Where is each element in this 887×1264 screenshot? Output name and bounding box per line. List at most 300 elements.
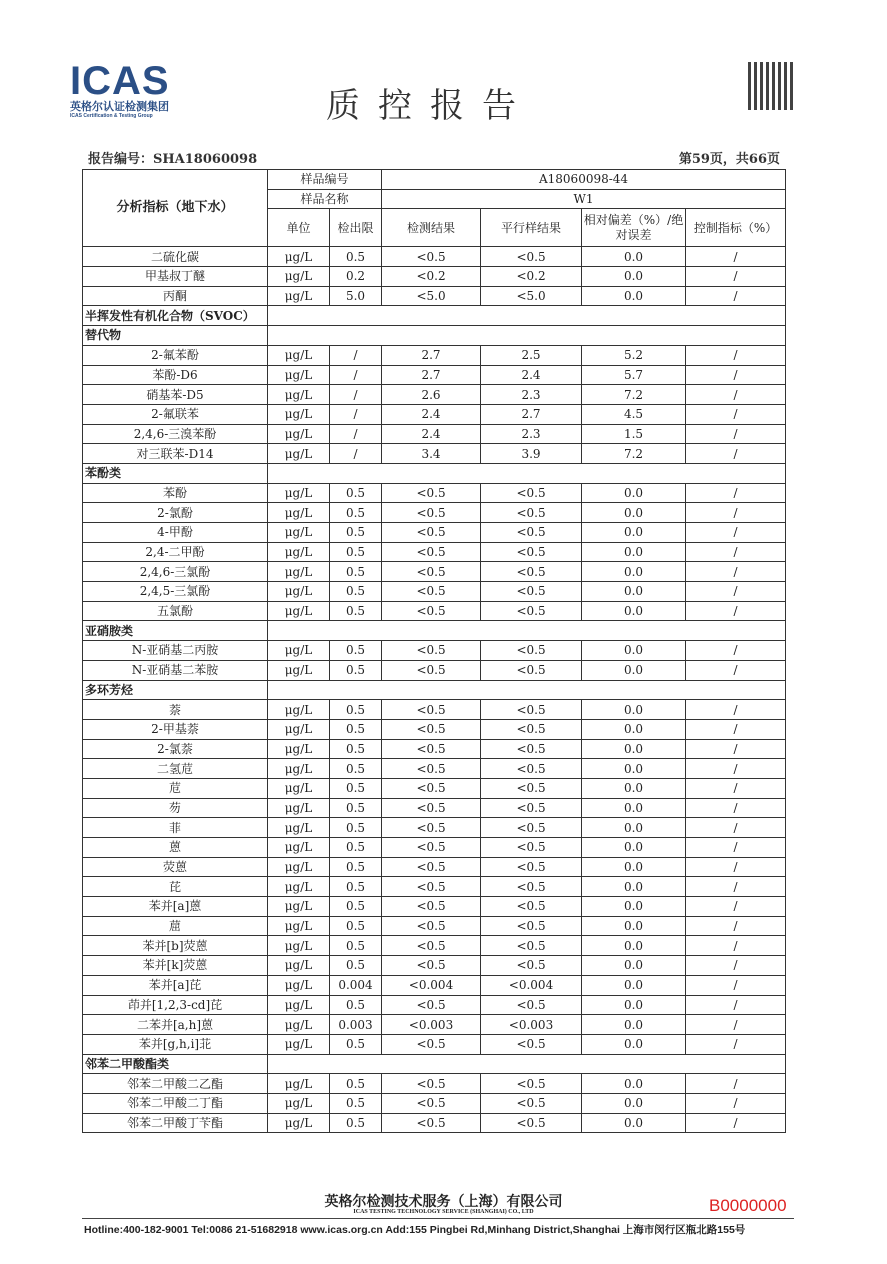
table-row (83, 798, 786, 818)
table-row (83, 542, 786, 562)
unit-cell: μg/L (268, 916, 330, 936)
result-cell: <0.5 (382, 483, 481, 503)
parallel-cell: <0.2 (481, 267, 582, 287)
control-cell: / (686, 1093, 786, 1113)
table-row (83, 857, 786, 877)
limit-cell: 0.5 (330, 739, 382, 759)
unit-cell: μg/L (268, 247, 330, 267)
parallel-cell: <0.5 (481, 838, 582, 858)
deviation-cell: 1.5 (582, 424, 686, 444)
parallel-cell: <0.5 (481, 877, 582, 897)
limit-cell: 0.5 (330, 956, 382, 976)
unit-cell: μg/L (268, 404, 330, 424)
category-label: 苯酚类 (83, 463, 268, 483)
analyte-name: 2,4,6-三溴苯酚 (83, 424, 268, 444)
unit-cell: μg/L (268, 838, 330, 858)
control-cell: / (686, 897, 786, 917)
analyte-name: 五氯酚 (83, 601, 268, 621)
control-cell: / (686, 995, 786, 1015)
parallel-cell: <0.5 (481, 641, 582, 661)
table-row (83, 818, 786, 838)
parallel-cell: 2.4 (481, 365, 582, 385)
logo-text: ICAS (70, 59, 170, 103)
unit-cell: μg/L (268, 818, 330, 838)
table-row (83, 641, 786, 661)
category-row (83, 1054, 786, 1074)
deviation-cell: 0.0 (582, 660, 686, 680)
category-spacer (268, 306, 786, 326)
table-row (83, 1113, 786, 1133)
unit-cell: μg/L (268, 936, 330, 956)
deviation-cell: 0.0 (582, 247, 686, 267)
category-label: 替代物 (83, 326, 268, 346)
control-cell: / (686, 404, 786, 424)
parallel-cell: <0.5 (481, 936, 582, 956)
result-cell: <0.5 (382, 778, 481, 798)
limit-cell: 0.5 (330, 877, 382, 897)
unit-cell: μg/L (268, 523, 330, 543)
unit-cell: μg/L (268, 641, 330, 661)
category-label: 邻苯二甲酸酯类 (83, 1054, 268, 1074)
control-cell: / (686, 798, 786, 818)
control-cell: / (686, 601, 786, 621)
result-cell: <0.5 (382, 1074, 481, 1094)
parallel-cell: <0.5 (481, 582, 582, 602)
unit-cell: μg/L (268, 897, 330, 917)
category-label: 多环芳烃 (83, 680, 268, 700)
limit-cell: 0.5 (330, 562, 382, 582)
unit-cell: μg/L (268, 857, 330, 877)
category-spacer (268, 680, 786, 700)
unit-cell: μg/L (268, 365, 330, 385)
deviation-cell: 0.0 (582, 542, 686, 562)
deviation-cell: 0.0 (582, 719, 686, 739)
analyte-name: 苯酚-D6 (83, 365, 268, 385)
result-cell: <0.5 (382, 1093, 481, 1113)
unit-cell: μg/L (268, 1074, 330, 1094)
result-cell: <0.5 (382, 877, 481, 897)
control-cell: / (686, 267, 786, 287)
control-cell: / (686, 542, 786, 562)
parallel-cell: <0.5 (481, 1074, 582, 1094)
col-control-header: 控制指标（%） (686, 209, 786, 247)
page-number: 第59页，共66页 (678, 152, 780, 167)
control-cell: / (686, 345, 786, 365)
table-row (83, 345, 786, 365)
result-cell: <0.5 (382, 719, 481, 739)
qc-results-table (82, 169, 786, 1133)
deviation-cell: 0.0 (582, 1113, 686, 1133)
limit-cell: 0.5 (330, 660, 382, 680)
unit-cell: μg/L (268, 444, 330, 464)
parallel-cell: <0.5 (481, 719, 582, 739)
analyte-name: 苯酚 (83, 483, 268, 503)
table-row (83, 1034, 786, 1054)
category-spacer (268, 1054, 786, 1074)
parallel-cell: <0.5 (481, 483, 582, 503)
analyte-name: 苯并[a]芘 (83, 975, 268, 995)
sample-no-value: A18060098-44 (382, 170, 786, 190)
deviation-cell: 4.5 (582, 404, 686, 424)
table-row (83, 956, 786, 976)
table-row (83, 562, 786, 582)
analyte-name: 苯并[b]荧蒽 (83, 936, 268, 956)
control-cell: / (686, 700, 786, 720)
control-cell: / (686, 247, 786, 267)
control-cell: / (686, 385, 786, 405)
limit-cell: 0.5 (330, 897, 382, 917)
header-row-sample-no (83, 170, 786, 190)
table-row (83, 778, 786, 798)
table-row (83, 975, 786, 995)
analyte-name: 2,4,5-三氯酚 (83, 582, 268, 602)
control-cell: / (686, 424, 786, 444)
result-cell: <0.5 (382, 759, 481, 779)
table-row (83, 700, 786, 720)
parallel-cell: 2.3 (481, 385, 582, 405)
footer-divider (82, 1218, 794, 1219)
table-row (83, 660, 786, 680)
analyte-name: 对三联苯-D14 (83, 444, 268, 464)
analyte-name: 2-氯萘 (83, 739, 268, 759)
result-cell: <0.5 (382, 641, 481, 661)
limit-cell: 0.5 (330, 247, 382, 267)
limit-cell: 0.004 (330, 975, 382, 995)
result-cell: <0.5 (382, 700, 481, 720)
control-cell: / (686, 444, 786, 464)
limit-cell: 0.5 (330, 1113, 382, 1133)
result-cell: <0.5 (382, 660, 481, 680)
analyte-name: 苯并[g,h,i]苝 (83, 1034, 268, 1054)
limit-cell: 0.5 (330, 601, 382, 621)
unit-cell: μg/L (268, 286, 330, 306)
parallel-cell: <0.5 (481, 916, 582, 936)
parallel-cell: <0.5 (481, 759, 582, 779)
deviation-cell: 0.0 (582, 739, 686, 759)
limit-cell: 0.5 (330, 483, 382, 503)
control-cell: / (686, 660, 786, 680)
company-logo (70, 59, 190, 119)
control-cell: / (686, 838, 786, 858)
unit-cell: μg/L (268, 1034, 330, 1054)
deviation-cell: 0.0 (582, 483, 686, 503)
limit-cell: 0.5 (330, 503, 382, 523)
parallel-cell: <0.5 (481, 778, 582, 798)
control-cell: / (686, 975, 786, 995)
deviation-cell: 0.0 (582, 582, 686, 602)
parallel-cell: <0.5 (481, 523, 582, 543)
analyte-name: 萘 (83, 700, 268, 720)
result-cell: <0.5 (382, 936, 481, 956)
deviation-cell: 0.0 (582, 778, 686, 798)
control-cell: / (686, 1015, 786, 1035)
table-row (83, 267, 786, 287)
control-cell: / (686, 778, 786, 798)
deviation-cell: 5.7 (582, 365, 686, 385)
table-row (83, 582, 786, 602)
table-row (83, 483, 786, 503)
category-row (83, 680, 786, 700)
analyte-name: 芴 (83, 798, 268, 818)
analyte-name: 硝基苯-D5 (83, 385, 268, 405)
parallel-cell: <0.5 (481, 660, 582, 680)
analyte-name: 2,4-二甲酚 (83, 542, 268, 562)
deviation-cell: 0.0 (582, 1015, 686, 1035)
footer-contact-info: Hotline:400-182-9001 Tel:0086 21-51682918 www.icas.org.cn Add:155 Pingbei Rd,Minhang District,Shanghai 上海市闵行区瓶北路155号 (84, 1224, 746, 1236)
result-cell: <0.003 (382, 1015, 481, 1035)
limit-cell: 0.5 (330, 818, 382, 838)
col-deviation-header: 相对偏差（%）/绝对误差 (582, 209, 686, 247)
table-row (83, 286, 786, 306)
limit-cell: 0.5 (330, 838, 382, 858)
control-cell: / (686, 916, 786, 936)
parallel-cell: 2.7 (481, 404, 582, 424)
analyte-name: 邻苯二甲酸丁苄酯 (83, 1113, 268, 1133)
deviation-cell: 0.0 (582, 877, 686, 897)
deviation-cell: 0.0 (582, 601, 686, 621)
result-cell: <0.5 (382, 1113, 481, 1133)
limit-cell: 0.5 (330, 523, 382, 543)
analyte-name: 二苯并[a,h]蒽 (83, 1015, 268, 1035)
qr-code-icon (748, 62, 796, 110)
limit-cell: 0.5 (330, 641, 382, 661)
deviation-cell: 0.0 (582, 267, 686, 287)
deviation-cell: 0.0 (582, 975, 686, 995)
parallel-cell: <0.5 (481, 956, 582, 976)
table-row (83, 897, 786, 917)
unit-cell: μg/L (268, 759, 330, 779)
analyte-name: 芘 (83, 877, 268, 897)
unit-cell: μg/L (268, 601, 330, 621)
table-row (83, 1074, 786, 1094)
result-cell: <0.5 (382, 247, 481, 267)
unit-cell: μg/L (268, 719, 330, 739)
table-row (83, 838, 786, 858)
category-row (83, 306, 786, 326)
table-row (83, 877, 786, 897)
result-cell: 2.4 (382, 404, 481, 424)
analysis-indicator-header: 分析指标（地下水） (83, 170, 268, 247)
result-cell: <0.5 (382, 798, 481, 818)
deviation-cell: 0.0 (582, 956, 686, 976)
report-number: 报告编号：SHA18060098 (88, 152, 258, 167)
category-row (83, 326, 786, 346)
unit-cell: μg/L (268, 739, 330, 759)
table-row (83, 444, 786, 464)
category-label: 半挥发性有机化合物（SVOC） (83, 306, 268, 326)
control-cell: / (686, 365, 786, 385)
control-cell: / (686, 503, 786, 523)
analyte-name: 二氢苊 (83, 759, 268, 779)
analyte-name: 丙酮 (83, 286, 268, 306)
analyte-name: 二硫化碳 (83, 247, 268, 267)
control-cell: / (686, 641, 786, 661)
category-spacer (268, 326, 786, 346)
control-cell: / (686, 818, 786, 838)
result-cell: <0.5 (382, 523, 481, 543)
analyte-name: N-亚硝基二苯胺 (83, 660, 268, 680)
sample-name-value: W1 (382, 189, 786, 209)
parallel-cell: <0.5 (481, 995, 582, 1015)
analyte-name: 甲基叔丁醚 (83, 267, 268, 287)
control-cell: / (686, 739, 786, 759)
result-cell: <0.5 (382, 956, 481, 976)
serial-number: B0000000 (709, 1196, 787, 1215)
unit-cell: μg/L (268, 877, 330, 897)
analyte-name: 2-氟苯酚 (83, 345, 268, 365)
category-row (83, 621, 786, 641)
limit-cell: 0.5 (330, 1074, 382, 1094)
analyte-name: 2-氟联苯 (83, 404, 268, 424)
parallel-cell: <0.5 (481, 700, 582, 720)
parallel-cell: <0.5 (481, 897, 582, 917)
table-row (83, 601, 786, 621)
parallel-cell: <0.5 (481, 1093, 582, 1113)
result-cell: <0.5 (382, 582, 481, 602)
deviation-cell: 0.0 (582, 838, 686, 858)
result-cell: 2.7 (382, 365, 481, 385)
control-cell: / (686, 759, 786, 779)
unit-cell: μg/L (268, 798, 330, 818)
result-cell: <0.5 (382, 1034, 481, 1054)
document-title: 质控报告 (326, 86, 534, 126)
table-row (83, 995, 786, 1015)
deviation-cell: 0.0 (582, 916, 686, 936)
table-row (83, 424, 786, 444)
control-cell: / (686, 1113, 786, 1133)
table-row (83, 739, 786, 759)
parallel-cell: 2.5 (481, 345, 582, 365)
control-cell: / (686, 286, 786, 306)
col-parallel-header: 平行样结果 (481, 209, 582, 247)
parallel-cell: <0.5 (481, 503, 582, 523)
unit-cell: μg/L (268, 1113, 330, 1133)
parallel-cell: <0.5 (481, 1034, 582, 1054)
table-row (83, 247, 786, 267)
table-row (83, 936, 786, 956)
parallel-cell: <0.5 (481, 798, 582, 818)
limit-cell: 0.5 (330, 719, 382, 739)
unit-cell: μg/L (268, 1093, 330, 1113)
parallel-cell: <0.003 (481, 1015, 582, 1035)
result-cell: <0.5 (382, 857, 481, 877)
result-cell: <0.5 (382, 995, 481, 1015)
analyte-name: 邻苯二甲酸二丁酯 (83, 1093, 268, 1113)
parallel-cell: <0.5 (481, 818, 582, 838)
control-cell: / (686, 719, 786, 739)
deviation-cell: 7.2 (582, 385, 686, 405)
deviation-cell: 0.0 (582, 1034, 686, 1054)
footer-company-cn: 英格尔检测技术服务（上海）有限公司 (324, 1194, 563, 1210)
control-cell: / (686, 523, 786, 543)
analyte-name: 2-甲基萘 (83, 719, 268, 739)
limit-cell: 0.5 (330, 1034, 382, 1054)
deviation-cell: 0.0 (582, 1093, 686, 1113)
limit-cell: / (330, 424, 382, 444)
table-row (83, 503, 786, 523)
result-cell: <0.004 (382, 975, 481, 995)
unit-cell: μg/L (268, 345, 330, 365)
analyte-name: 茚并[1,2,3-cd]芘 (83, 995, 268, 1015)
deviation-cell: 0.0 (582, 523, 686, 543)
parallel-cell: <0.004 (481, 975, 582, 995)
deviation-cell: 0.0 (582, 1074, 686, 1094)
sample-no-label: 样品编号 (268, 170, 382, 190)
deviation-cell: 0.0 (582, 700, 686, 720)
limit-cell: / (330, 385, 382, 405)
unit-cell: μg/L (268, 778, 330, 798)
result-cell: <0.5 (382, 601, 481, 621)
parallel-cell: <0.5 (481, 562, 582, 582)
logo-chinese-name: 英格尔认证检测集团 (70, 100, 169, 113)
table-row (83, 719, 786, 739)
limit-cell: 0.5 (330, 995, 382, 1015)
unit-cell: μg/L (268, 483, 330, 503)
analyte-name: 苯并[k]荧蒽 (83, 956, 268, 976)
limit-cell: 0.5 (330, 798, 382, 818)
limit-cell: 0.5 (330, 916, 382, 936)
deviation-cell: 0.0 (582, 818, 686, 838)
table-row (83, 523, 786, 543)
limit-cell: 0.5 (330, 700, 382, 720)
result-cell: 3.4 (382, 444, 481, 464)
result-cell: 2.4 (382, 424, 481, 444)
deviation-cell: 0.0 (582, 562, 686, 582)
analyte-name: 2-氯酚 (83, 503, 268, 523)
analyte-name: 4-甲酚 (83, 523, 268, 543)
result-cell: <0.5 (382, 503, 481, 523)
table-row (83, 1093, 786, 1113)
table-row (83, 916, 786, 936)
result-cell: <0.5 (382, 818, 481, 838)
limit-cell: / (330, 444, 382, 464)
control-cell: / (686, 483, 786, 503)
parallel-cell: <0.5 (481, 1113, 582, 1133)
control-cell: / (686, 956, 786, 976)
result-cell: <0.5 (382, 562, 481, 582)
unit-cell: μg/L (268, 424, 330, 444)
unit-cell: μg/L (268, 503, 330, 523)
footer-company-en: ICAS TESTING TECHNOLOGY SERVICE (SHANGHAI) CO., LTD (353, 1209, 534, 1215)
result-cell: <0.5 (382, 542, 481, 562)
category-spacer (268, 621, 786, 641)
category-spacer (268, 463, 786, 483)
category-label: 亚硝胺类 (83, 621, 268, 641)
unit-cell: μg/L (268, 1015, 330, 1035)
sample-name-label: 样品名称 (268, 189, 382, 209)
limit-cell: 0.5 (330, 778, 382, 798)
unit-cell: μg/L (268, 700, 330, 720)
unit-cell: μg/L (268, 542, 330, 562)
deviation-cell: 0.0 (582, 641, 686, 661)
deviation-cell: 0.0 (582, 995, 686, 1015)
table-row (83, 1015, 786, 1035)
deviation-cell: 7.2 (582, 444, 686, 464)
limit-cell: / (330, 365, 382, 385)
control-cell: / (686, 877, 786, 897)
result-cell: 2.6 (382, 385, 481, 405)
deviation-cell: 0.0 (582, 286, 686, 306)
limit-cell: 0.5 (330, 857, 382, 877)
analyte-name: 蒽 (83, 838, 268, 858)
analyte-name: N-亚硝基二丙胺 (83, 641, 268, 661)
col-unit-header: 单位 (268, 209, 330, 247)
analyte-name: 苯并[a]蒽 (83, 897, 268, 917)
parallel-cell: <0.5 (481, 247, 582, 267)
parallel-cell: 2.3 (481, 424, 582, 444)
limit-cell: 0.5 (330, 936, 382, 956)
unit-cell: μg/L (268, 975, 330, 995)
